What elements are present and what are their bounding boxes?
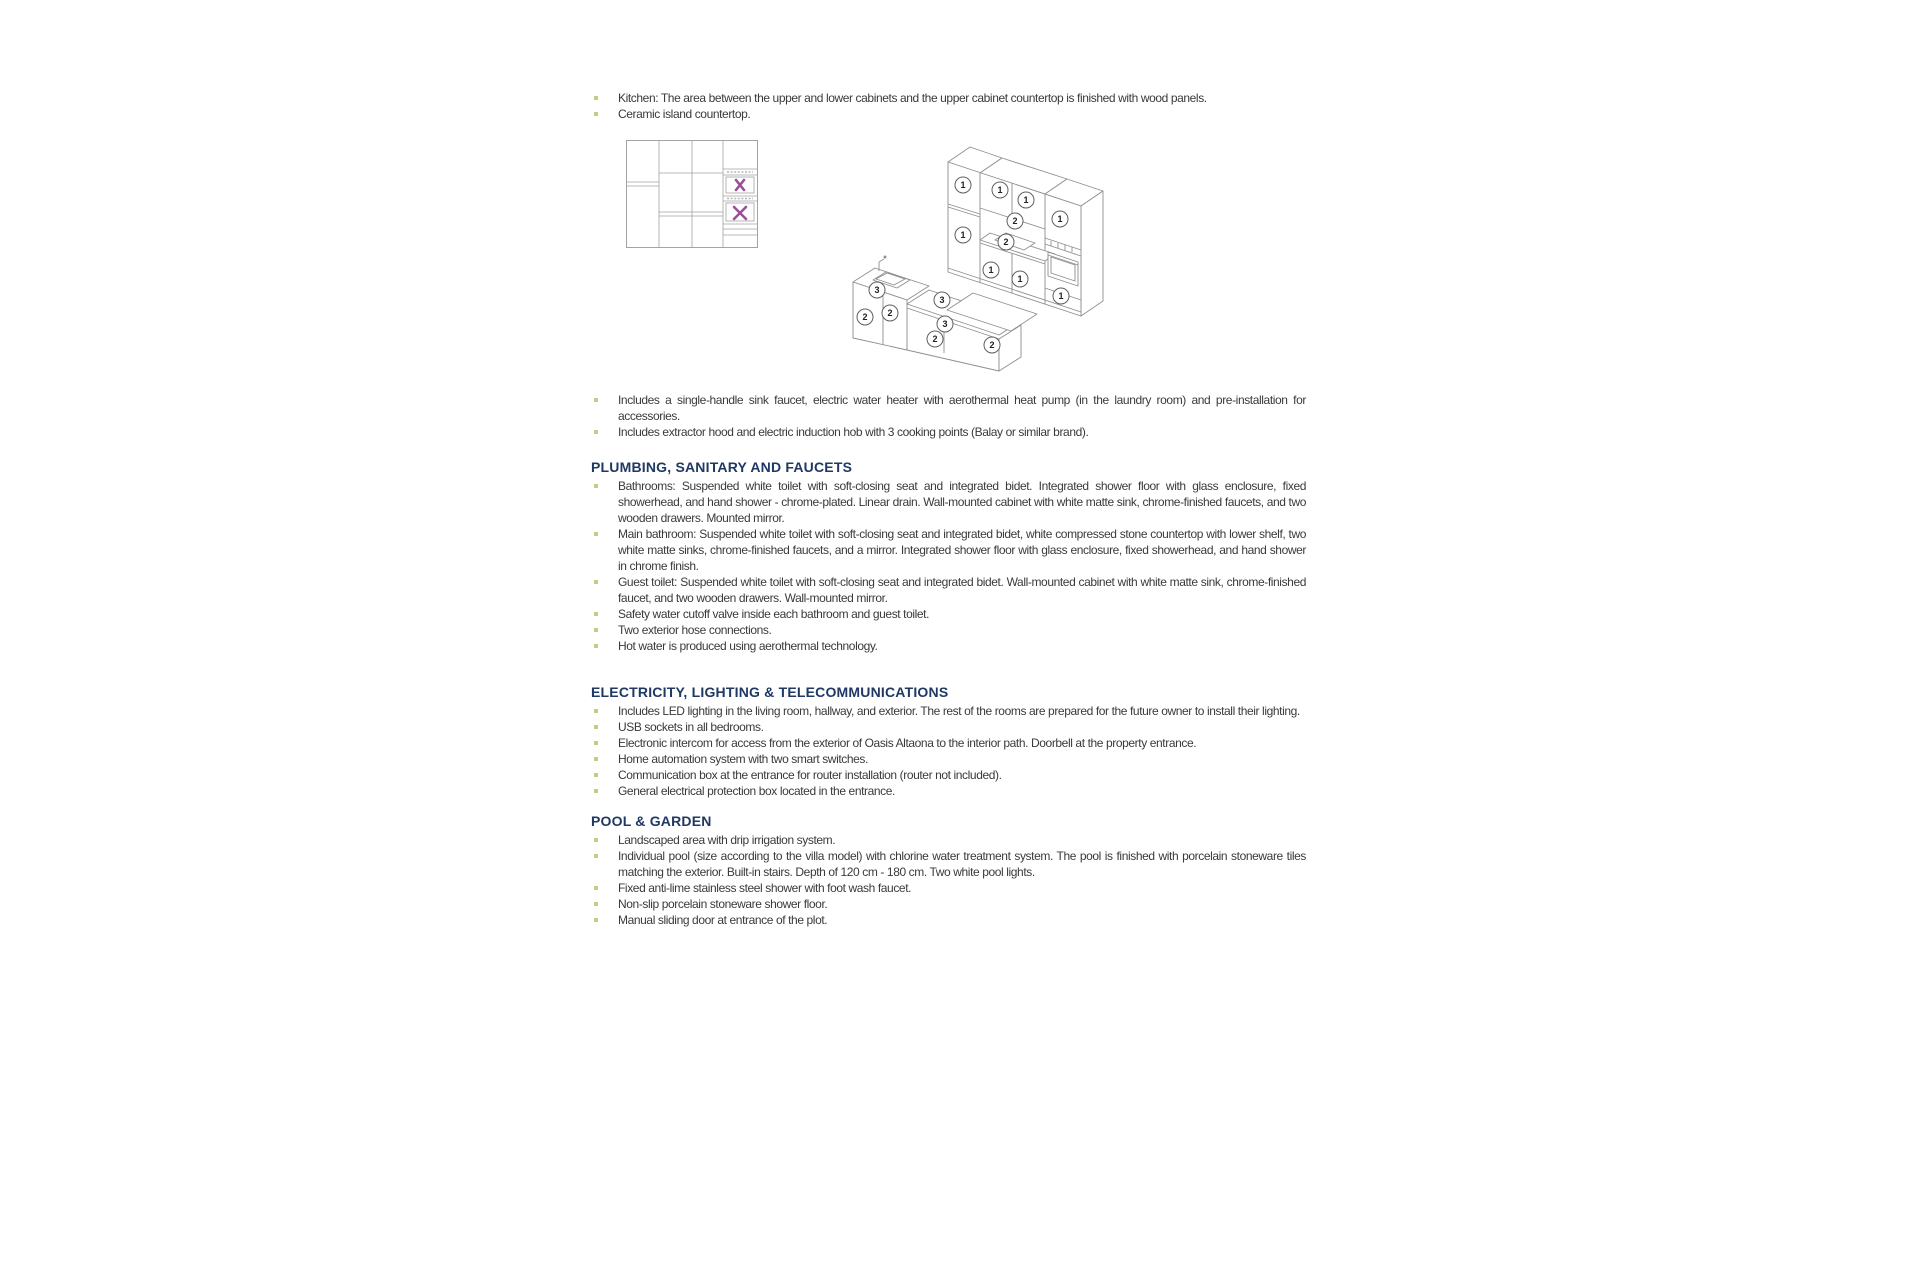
kitchen-elevation-drawing bbox=[626, 140, 758, 248]
bullet-icon bbox=[594, 532, 598, 536]
list-item bbox=[591, 735, 1306, 751]
bullet-text: General electrical protection box located in the entrance. bbox=[618, 784, 895, 798]
island-marker bbox=[927, 331, 943, 347]
list-item bbox=[591, 606, 1306, 622]
bullet-icon bbox=[594, 112, 598, 116]
plumbing-bullet-list bbox=[591, 478, 1306, 654]
bullet-text: Hot water is produced using aerothermal technology. bbox=[618, 639, 878, 653]
svg-text:1: 1 bbox=[1023, 195, 1029, 205]
bullet-icon bbox=[594, 96, 598, 100]
list-item bbox=[591, 783, 1306, 799]
bullet-icon bbox=[594, 580, 598, 584]
bullet-icon bbox=[594, 789, 598, 793]
svg-text:2: 2 bbox=[862, 312, 868, 322]
document-content bbox=[591, 90, 1306, 928]
bullet-text: Ceramic island countertop. bbox=[618, 107, 751, 121]
svg-text:2: 2 bbox=[887, 308, 893, 318]
svg-text:3: 3 bbox=[939, 295, 945, 305]
island-marker bbox=[857, 309, 873, 325]
kitchen-bullet-list bbox=[591, 90, 1306, 122]
section-heading-plumbing: PLUMBING, SANITARY AND FAUCETS bbox=[591, 459, 853, 475]
unit-marker bbox=[983, 262, 999, 278]
bullet-text: Fixed anti-lime stainless steel shower with foot wash faucet. bbox=[618, 881, 912, 895]
svg-text:3: 3 bbox=[874, 285, 880, 295]
kitchen-isometric-drawing bbox=[849, 140, 1105, 376]
bullet-icon bbox=[594, 725, 598, 729]
svg-text:2: 2 bbox=[932, 334, 938, 344]
bullet-icon bbox=[594, 709, 598, 713]
bullet-icon bbox=[594, 773, 598, 777]
svg-text:3: 3 bbox=[942, 319, 948, 329]
island-marker bbox=[869, 282, 885, 298]
list-item bbox=[591, 392, 1306, 424]
island-marker bbox=[937, 316, 953, 332]
list-item bbox=[591, 703, 1306, 719]
unit-marker bbox=[955, 227, 971, 243]
unit-marker bbox=[998, 234, 1014, 250]
bullet-icon bbox=[594, 918, 598, 922]
section-heading-pool: POOL & GARDEN bbox=[591, 813, 712, 829]
list-item bbox=[591, 622, 1306, 638]
section-heading-electricity: ELECTRICITY, LIGHTING & TELECOMMUNICATIONS bbox=[591, 684, 949, 700]
svg-text:1: 1 bbox=[988, 265, 994, 275]
bullet-text: Kitchen: The area between the upper and lower cabinets and the upper cabinet countertop is finished with wood panels. bbox=[618, 91, 1207, 105]
list-item bbox=[591, 912, 1306, 928]
bullet-text: Landscaped area with drip irrigation system. bbox=[618, 833, 836, 847]
bullet-text: Guest toilet: Suspended white toilet with soft-closing seat and integrated bidet. Wall-mounted cabinet with white matte sink, chrome-finished faucet, and two wooden drawers. Wall-mounted mirror. bbox=[618, 575, 1306, 605]
island-marker bbox=[882, 305, 898, 321]
svg-text:2: 2 bbox=[1003, 237, 1009, 247]
list-item bbox=[591, 848, 1306, 880]
bullet-text: Two exterior hose connections. bbox=[618, 623, 772, 637]
bullet-icon bbox=[594, 757, 598, 761]
bullet-icon bbox=[594, 398, 598, 402]
bullet-text: Electronic intercom for access from the exterior of Oasis Altaona to the interior path. Doorbell at the property entrance. bbox=[618, 736, 1197, 750]
svg-text:1: 1 bbox=[960, 230, 966, 240]
bullet-text: Bathrooms: Suspended white toilet with soft-closing seat and integrated bidet. Integrated shower floor with glass enclosure, fixed showerhead, and hand shower - chrome-plated. Linear drain. Wall-mounted cabinet with white matte sink, chrome-finished faucets, and two wooden drawers. Mounted mirror. bbox=[618, 479, 1306, 525]
bullet-icon bbox=[594, 644, 598, 648]
island-marker bbox=[934, 292, 950, 308]
unit-marker bbox=[1012, 271, 1028, 287]
bullet-text: Home automation system with two smart switches. bbox=[618, 752, 868, 766]
appliance-x-icon bbox=[734, 207, 746, 219]
svg-text:2: 2 bbox=[989, 340, 995, 350]
bullet-text: Communication box at the entrance for router installation (router not included). bbox=[618, 768, 1002, 782]
bullet-icon bbox=[594, 430, 598, 434]
list-item bbox=[591, 767, 1306, 783]
pool-bullet-list bbox=[591, 832, 1306, 928]
unit-marker bbox=[1018, 192, 1034, 208]
svg-text:1: 1 bbox=[997, 185, 1003, 195]
bullet-text: Includes a single-handle sink faucet, electric water heater with aerothermal heat pump (in the laundry room) and pre-installation for accessories. bbox=[618, 393, 1306, 423]
svg-text:1: 1 bbox=[960, 180, 966, 190]
list-item bbox=[591, 719, 1306, 735]
bullet-text: Main bathroom: Suspended white toilet with soft-closing seat and integrated bidet, white compressed stone countertop with lower shelf, two white matte sinks, chrome-finished faucets, and a mirror. Integrated shower floor with glass enclosure, fixed showerhead, and hand shower in chrome finish. bbox=[618, 527, 1306, 573]
svg-text:1: 1 bbox=[1017, 274, 1023, 284]
unit-marker bbox=[955, 177, 971, 193]
bullet-text: Non-slip porcelain stoneware shower floor. bbox=[618, 897, 828, 911]
bullet-text: Includes extractor hood and electric induction hob with 3 cooking points (Balay or similar brand). bbox=[618, 425, 1089, 439]
bullet-icon bbox=[594, 484, 598, 488]
bullet-icon bbox=[594, 628, 598, 632]
list-item bbox=[591, 880, 1306, 896]
bullet-icon bbox=[594, 886, 598, 890]
unit-marker bbox=[992, 182, 1008, 198]
unit-marker bbox=[1052, 211, 1068, 227]
bullet-text: USB sockets in all bedrooms. bbox=[618, 720, 764, 734]
island-marker bbox=[984, 337, 1000, 353]
svg-text:1: 1 bbox=[1057, 214, 1063, 224]
bullet-text: Individual pool (size according to the villa model) with chlorine water treatment system. The pool is finished with porcelain stoneware tiles matching the exterior. Built-in stairs. Depth of 120 cm - 180 cm. Two white pool lights. bbox=[618, 849, 1306, 879]
list-item bbox=[591, 832, 1306, 848]
list-item bbox=[591, 896, 1306, 912]
tall-cabinet-unit bbox=[948, 147, 1103, 316]
list-item bbox=[591, 574, 1306, 606]
bullet-icon bbox=[594, 854, 598, 858]
bullet-icon bbox=[594, 838, 598, 842]
bullet-icon bbox=[594, 741, 598, 745]
unit-marker bbox=[1053, 288, 1069, 304]
bullet-icon bbox=[594, 902, 598, 906]
svg-text:2: 2 bbox=[1012, 216, 1018, 226]
list-item bbox=[591, 106, 1306, 122]
bullet-icon bbox=[594, 612, 598, 616]
list-item bbox=[591, 424, 1306, 440]
list-item bbox=[591, 751, 1306, 767]
svg-text:1: 1 bbox=[1058, 291, 1064, 301]
appliance-x-icon bbox=[736, 180, 744, 190]
electricity-bullet-list bbox=[591, 703, 1306, 799]
unit-marker bbox=[1007, 213, 1023, 229]
list-item bbox=[591, 638, 1306, 654]
bullet-text: Includes LED lighting in the living room, hallway, and exterior. The rest of the rooms are prepared for the future owner to install their lighting. bbox=[618, 704, 1300, 718]
list-item bbox=[591, 90, 1306, 106]
list-item bbox=[591, 478, 1306, 526]
kitchen-drawings bbox=[591, 122, 1306, 392]
bullet-text: Manual sliding door at entrance of the plot. bbox=[618, 913, 828, 927]
bullet-text: Safety water cutoff valve inside each bathroom and guest toilet. bbox=[618, 607, 930, 621]
appliance-bullet-list bbox=[591, 392, 1306, 440]
list-item bbox=[591, 526, 1306, 574]
